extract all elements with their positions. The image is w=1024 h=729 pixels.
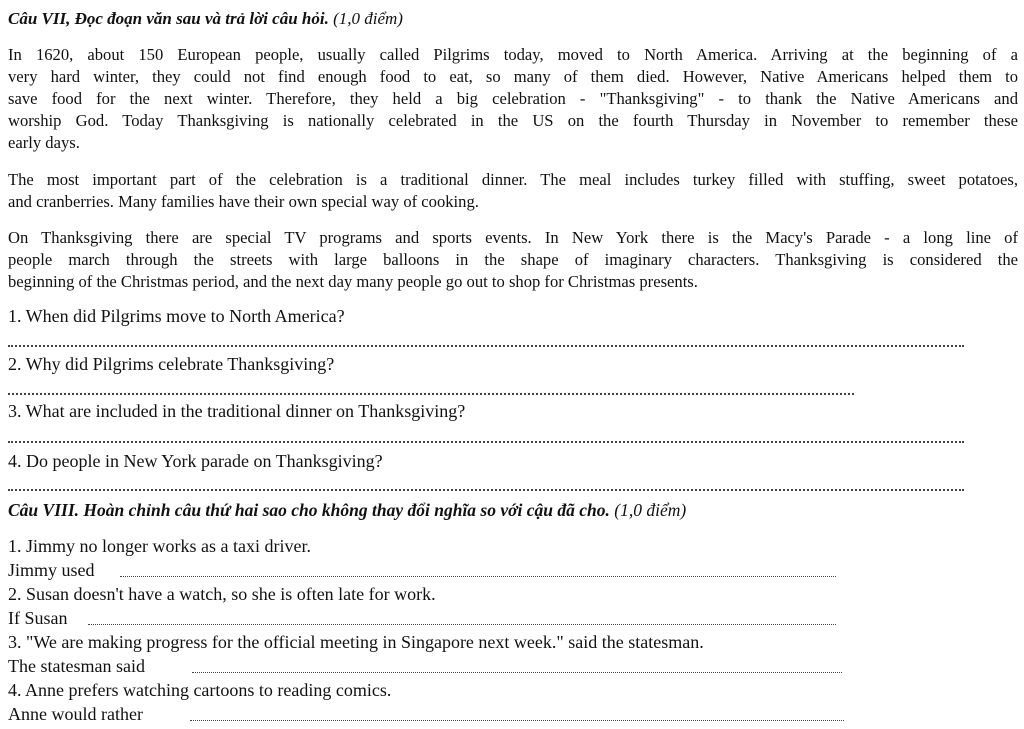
paragraph-line: save food for the next winter. Therefore, they held a big celebration - "Thanksgiving" - to thank the Native Americans and xyxy=(8,89,1018,108)
paragraph-line: and cranberries. Many families have their own special way of cooking. xyxy=(8,192,479,211)
rewrite-answer-line-2[interactable] xyxy=(88,624,836,625)
rewrite-sentence-1: 1. Jimmy no longer works as a taxi driver. xyxy=(8,536,311,556)
rewrite-prompt-3: The statesman said xyxy=(8,656,145,676)
paragraph-line: early days. xyxy=(8,133,80,152)
question-2: 2. Why did Pilgrims celebrate Thanksgiving? xyxy=(8,354,335,374)
paragraph-line: On Thanksgiving there are special TV programs and sports events. In New York there is the Macy's Parade - a long line of xyxy=(8,228,1018,247)
answer-line-4[interactable] xyxy=(8,489,964,491)
paragraph-line: worship God. Today Thanksgiving is nationally celebrated in the US on the fourth Thursday in November to remember these xyxy=(8,111,1018,130)
answer-line-2[interactable] xyxy=(8,393,854,395)
reading-paragraph-3 xyxy=(8,227,1018,293)
rewrite-answer-line-4[interactable] xyxy=(190,720,844,721)
paragraph-line: very hard winter, they could not find enough food to eat, so many of them died. However, Native Americans helped them to xyxy=(8,67,1018,86)
reading-paragraph-1 xyxy=(8,44,1018,154)
reading-paragraph-2 xyxy=(8,169,1018,213)
rewrite-sentence-2: 2. Susan doesn't have a watch, so she is often late for work. xyxy=(8,584,436,604)
rewrite-sentence-4: 4. Anne prefers watching cartoons to reading comics. xyxy=(8,680,392,700)
rewrite-answer-line-1[interactable] xyxy=(120,576,836,577)
paragraph-line: people march through the streets with large balloons in the shape of imaginary characters. Thanksgiving is considered the xyxy=(8,250,1018,269)
rewrite-sentence-3: 3. "We are making progress for the official meeting in Singapore next week." said the statesman. xyxy=(8,632,704,652)
rewrite-prompt-2: If Susan xyxy=(8,608,68,628)
question-3: 3. What are included in the traditional dinner on Thanksgiving? xyxy=(8,401,466,421)
section-8-points: (1,0 điểm) xyxy=(614,500,687,520)
rewrite-prompt-1: Jimmy used xyxy=(8,560,95,580)
section-8-title: Câu VIII. Hoàn chỉnh câu thứ hai sao cho không thay đổi nghĩa so với cậu đã cho. xyxy=(8,500,610,520)
section-7-points: (1,0 điểm) xyxy=(333,9,403,28)
section-7-title: Câu VII, Đọc đoạn văn sau và trả lời câu hỏi. xyxy=(8,9,329,28)
rewrite-prompt-4: Anne would rather xyxy=(8,704,143,724)
paragraph-line: beginning of the Christmas period, and the next day many people go out to shop for Christmas presents. xyxy=(8,272,698,291)
question-4: 4. Do people in New York parade on Thanksgiving? xyxy=(8,451,383,471)
paragraph-line: The most important part of the celebration is a traditional dinner. The meal includes turkey filled with stuffing, sweet potatoes, xyxy=(8,170,1018,189)
answer-line-1[interactable] xyxy=(8,345,964,347)
section-7-heading xyxy=(8,9,403,29)
answer-line-3[interactable] xyxy=(8,441,964,443)
question-1: 1. When did Pilgrims move to North America? xyxy=(8,306,345,326)
rewrite-answer-line-3[interactable] xyxy=(192,672,842,673)
section-8-heading xyxy=(8,500,686,521)
paragraph-line: In 1620, about 150 European people, usually called Pilgrims today, moved to North America. Arriving at the beginning of a xyxy=(8,45,1018,64)
